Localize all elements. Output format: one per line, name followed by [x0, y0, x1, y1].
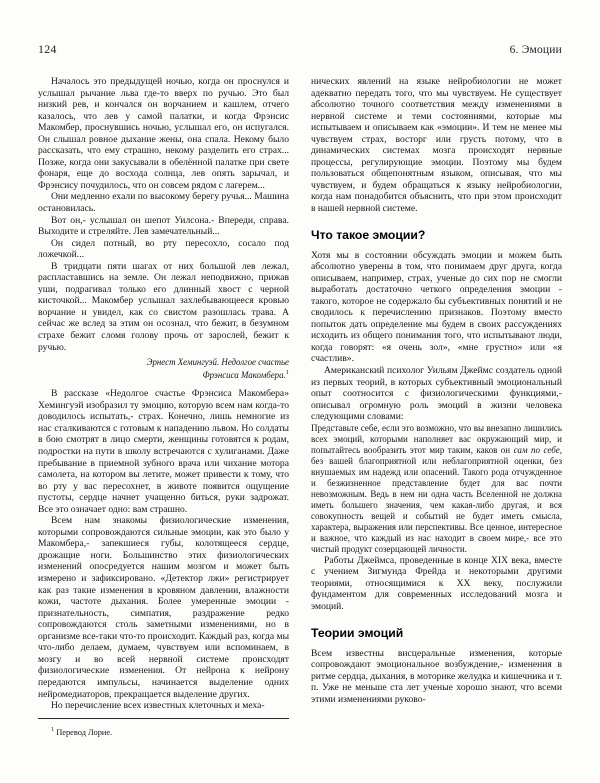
- footnote-marker: 1: [51, 726, 55, 733]
- continued-paragraph: нических явлений на языке нейробиологии не может адекватно передать того, что мы чувствуем. Не существует абсолютно точного соответствия между изменениями в нервной системе и теми состояниями, которые мы испытываем и описываем как «эмоции». И тем не менее мы чувствуем страх, восторг или грусть потому, что в динамических системах мозга происходят нервные процессы, регулирующие эмоции. Поэтому мы будем пользоваться общепонятным языком, описывая, что мы чувствуем, и будем обращаться к языку нейробиологии, когда нам понадобится объяснить, что при этом происходит в нашей нервной системе.: [311, 76, 562, 215]
- body-paragraph-1: В рассказе «Недолгое счастье Фрэнсиса Макомбера» Хемингуэй изобразил ту эмоцию, которую всем нам когда-то доводилось испытать,- страх. Конечно, лишь немногие из нас сталкиваются с готовым к нападению львом. Но солдаты в бою смотрят в лицо смерти, женщины готовятся к родам, подростки на пути в школу встречаются с хулиганами. Даже пребывание в приемной зубного врача или чихание мотора самолета, на котором вы летите, может привести к тому, что во рту у вас пересохнет, в животе появится ощущение пустоты, сердце начнет учащенно биться, руки задрожат. Все это означает одно: вам страшно.: [38, 388, 289, 515]
- section2-paragraph-1: Всем известны висцеральные изменения, которые сопровождают эмоциональное возбуждение,- изменения в ритме сердца, дыхания, в моторике желудка и кишечника и т. п. Уже не меньше ста лет ученые хорошо знают, что всеми этими изменениями руково-: [311, 647, 562, 705]
- page-number: 124: [38, 42, 57, 56]
- james-excerpt: Представьте себе, если это возможно, что вы внезапно лишились всех эмоций, которыми наполняет вас окружающий мир, и попытайтесь вообразить этот мир таким, каков он сам по себе, без вашей благоприятной или неблагоприятной оценки, без внушаемых им надежд или опасений. Такого рода отчужденное и безжизненное представление будет для вас почти невозможным. Ведь в нем ни одна часть Вселенной не должна иметь большего значения, чем какая-либо другая, и вся совокупность вещей и событий не будет иметь смысла, характера, выражения или перспективы. Все ценное, интересное и важное, что каждый из нас находит в своем мире,- все это чистый продукт созерцающей личности.: [311, 422, 563, 554]
- footnote-text: Перевод Лорие.: [56, 727, 113, 737]
- attribution-title: Фрэнсиса Макомбера.: [202, 369, 286, 380]
- chapter-title: 6. Эмоции: [509, 44, 562, 56]
- quote-paragraph-2: Они медленно ехали по высокому берегу ручья... Машина остановилась.: [38, 191, 289, 215]
- quote-paragraph-3: Вот он,- услышал он шепот Уилсона.- Впереди, справа. Выходите и стреляйте. Лев замечательный...: [38, 214, 289, 238]
- excerpt-italic-phrase: сам по себе: [513, 444, 560, 455]
- attribution-line-2: [38, 368, 289, 381]
- body-paragraph-2: Всем нам знакомы физиологические изменения, которыми сопровождаются сильные эмоции, как это было у Макомбера,- запекшиеся губы, колотящееся сердце, дрожащие ноги. Большинство этих физиологических изменений опосредуется нашим мозгом и может быть измерено и зафиксировано. «Детектор лжи» регистрирует как раз такие изменения в кровяном давлении, влажности кожи, частоте дыхания. Более умеренные эмоции - признательность, симпатия, раздражение редко сопровождаются столь заметными изменениями, но в организме все-таки что-то происходит. Каждый раз, когда мы что-либо делаем, думаем, чувствуем или вспоминаем, в мозгу и во всей нервной системе происходят физиологические изменения. От нейрона к нейрону передаются импульсы, начинается выделение одних нейромедиаторов, прекращается выделение других.: [38, 515, 290, 700]
- section-heading-what-are-emotions: Что такое эмоции?: [311, 227, 426, 242]
- quote-paragraph-5: В тридцати пяти шагах от них большой лев лежал, распластавшись на земле. Он лежал неподвижно, прижав уши, подрагивал только его длинный хвост с черной кисточкой... Макомбер услышал захлебывающееся кровью ворчание и увидел, как со свистом разошлась трава. А сейчас же вслед за этим он осознал, что бежит, в безумном страхе бежит сломя голову прочь от зарослей, бежит к ручью.: [38, 260, 289, 353]
- footnote-separator-rule: [38, 718, 289, 719]
- attribution-footnote-marker: 1: [285, 368, 289, 376]
- section1-paragraph-2: Американский психолог Уильям Джеймс создатель одной из первых теорий, в которых субъективный эмоциональный опыт соотносится с физиологическими функциями,- описывал огромную роль эмоций в жизни человека следующими словами:: [311, 365, 562, 423]
- body-paragraph-3: Но перечисление всех известных клеточных и меха-: [51, 700, 265, 712]
- body-columns: [38, 76, 562, 716]
- section-heading-theories-of-emotions: Теории эмоций: [311, 625, 404, 640]
- quote-paragraph-1: Началось это предыдущей ночью, когда он проснулся и услышал рычание льва где-то вверх по ручью. Это был низкий рев, и кончался он ворчанием и кашлем, отчего казалось, что лев у самой палатки, и когда Фрэнсис Макомбер, проснувшись ночью, услышал его, он испугался. Он слышал ровное дыхание жены, она спала. Некому было рассказать, что ему страшно, некому разделить его страх... Позже, когда они закусывали в обелённой палатке при свете фонаря, еще до восхода солнца, лев опять зарычал, и Фрэнсису почудилось, что он совсем рядом с лагерем...: [38, 76, 289, 191]
- quote-attribution: [38, 357, 289, 380]
- footnote: [51, 725, 289, 738]
- section1-paragraph-1: Хотя мы в состоянии обсуждать эмоции и можем быть абсолютно уверены в том, что понимаем друг друга, когда описываем, например, страх, ученые до сих пор не смогли выработать достаточно четкого определения эмоции - такого, которое не содержало бы субъективных понятий и не сводилось к перечислению признаков. Поэтому вместо попыток дать определение мы будем в своих рассуждениях исходить из общего понимания того, что испытывают люди, когда говорят: «я очень зол», «мне грустно» или «я счастлив».: [311, 249, 562, 365]
- right-column: [311, 76, 562, 716]
- section1-paragraph-3: Работы Джеймса, проведенные в конце XIX века, вместе с учением Зигмунда Фрейда и некоторыми другими теориями, относящимися к XX веку, послужили фундаментом для современных исследований мозга и эмоций.: [311, 554, 562, 612]
- running-head: [38, 42, 562, 58]
- left-column: [38, 76, 289, 716]
- footnote-area: [38, 718, 289, 738]
- attribution-line-1: Эрнест Хемингуэй. Недолгое счастье: [146, 357, 289, 368]
- quote-paragraph-4: Он сидел потный, во рту пересохло, сосало под ложечкой...: [38, 237, 289, 261]
